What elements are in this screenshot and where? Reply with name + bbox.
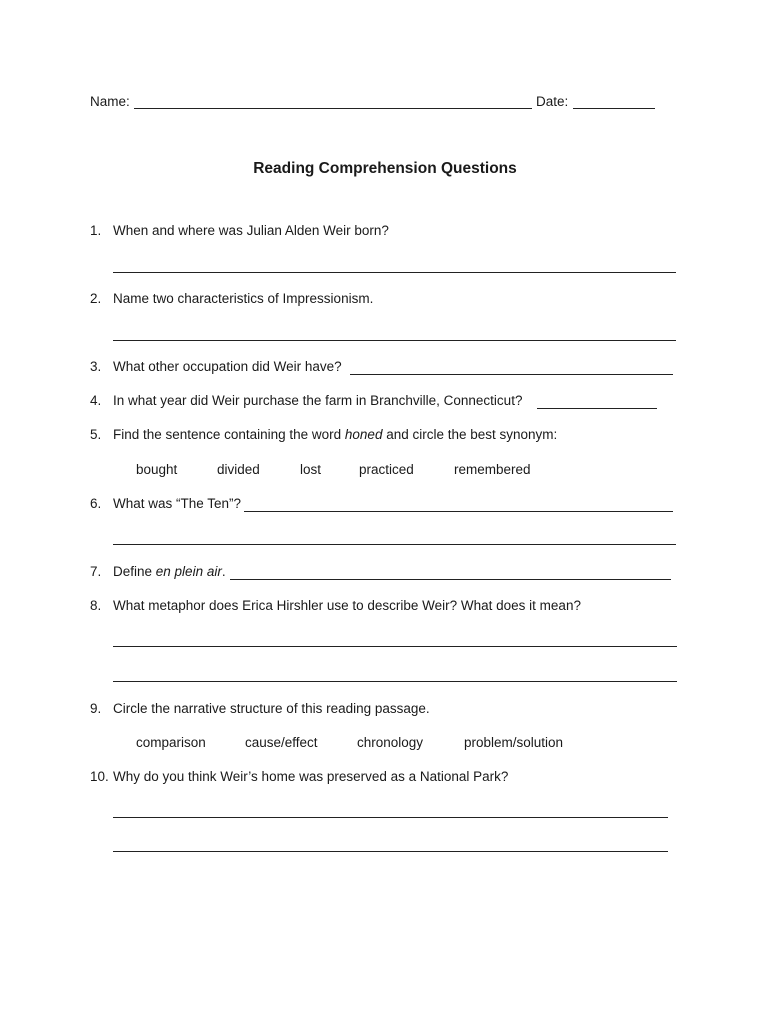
question-text: What metaphor does Erica Hirshler use to describe Weir? What does it mean?	[113, 598, 581, 613]
option-cause-effect[interactable]: cause/effect	[245, 735, 318, 750]
question-text: What other occupation did Weir have?	[113, 359, 342, 374]
question-number: 8.	[90, 598, 102, 613]
date-blank[interactable]	[573, 108, 655, 109]
date-label: Date:	[536, 94, 569, 109]
question-number: 4.	[90, 393, 102, 408]
answer-line[interactable]	[113, 646, 677, 647]
italic-term: en plein air	[155, 564, 222, 579]
page-title: Reading Comprehension Questions	[253, 160, 517, 177]
answer-line[interactable]	[113, 851, 668, 852]
answer-line[interactable]	[537, 408, 657, 409]
question-text: In what year did Weir purchase the farm in Branchville, Connecticut?	[113, 393, 523, 408]
option-practiced[interactable]: practiced	[359, 462, 414, 477]
question-number: 3.	[90, 359, 102, 374]
question-number: 10.	[90, 769, 109, 784]
option-bought[interactable]: bought	[136, 462, 178, 477]
question-text: Define en plein air.	[113, 564, 226, 579]
question-text: Name two characteristics of Impressionism.	[113, 291, 374, 306]
answer-line[interactable]	[244, 511, 673, 512]
answer-line[interactable]	[113, 544, 676, 545]
answer-line[interactable]	[350, 374, 673, 375]
option-chronology[interactable]: chronology	[357, 735, 424, 750]
question-number: 7.	[90, 564, 102, 579]
name-label: Name:	[90, 94, 130, 109]
question-number: 5.	[90, 427, 102, 442]
question-number: 9.	[90, 701, 102, 716]
question-text: Circle the narrative structure of this reading passage.	[113, 701, 430, 716]
option-divided[interactable]: divided	[217, 462, 260, 477]
name-blank[interactable]	[134, 108, 532, 109]
question-text: Why do you think Weir’s home was preserved as a National Park?	[113, 769, 509, 784]
option-lost[interactable]: lost	[300, 462, 322, 477]
question-text: What was “The Ten”?	[113, 496, 242, 511]
option-comparison[interactable]: comparison	[136, 735, 206, 750]
answer-line[interactable]	[113, 340, 676, 341]
question-text: When and where was Julian Alden Weir born?	[113, 223, 389, 238]
italic-word: honed	[344, 427, 383, 442]
answer-line[interactable]	[113, 272, 676, 273]
option-problem-solution[interactable]: problem/solution	[464, 735, 564, 750]
option-remembered[interactable]: remembered	[454, 462, 531, 477]
answer-line[interactable]	[113, 817, 668, 818]
question-number: 2.	[90, 291, 102, 306]
answer-line[interactable]	[230, 579, 671, 580]
question-text: Find the sentence containing the word honed and circle the best synonym:	[113, 427, 558, 442]
question-number: 6.	[90, 496, 102, 511]
question-number: 1.	[90, 223, 102, 238]
answer-line[interactable]	[113, 681, 677, 682]
